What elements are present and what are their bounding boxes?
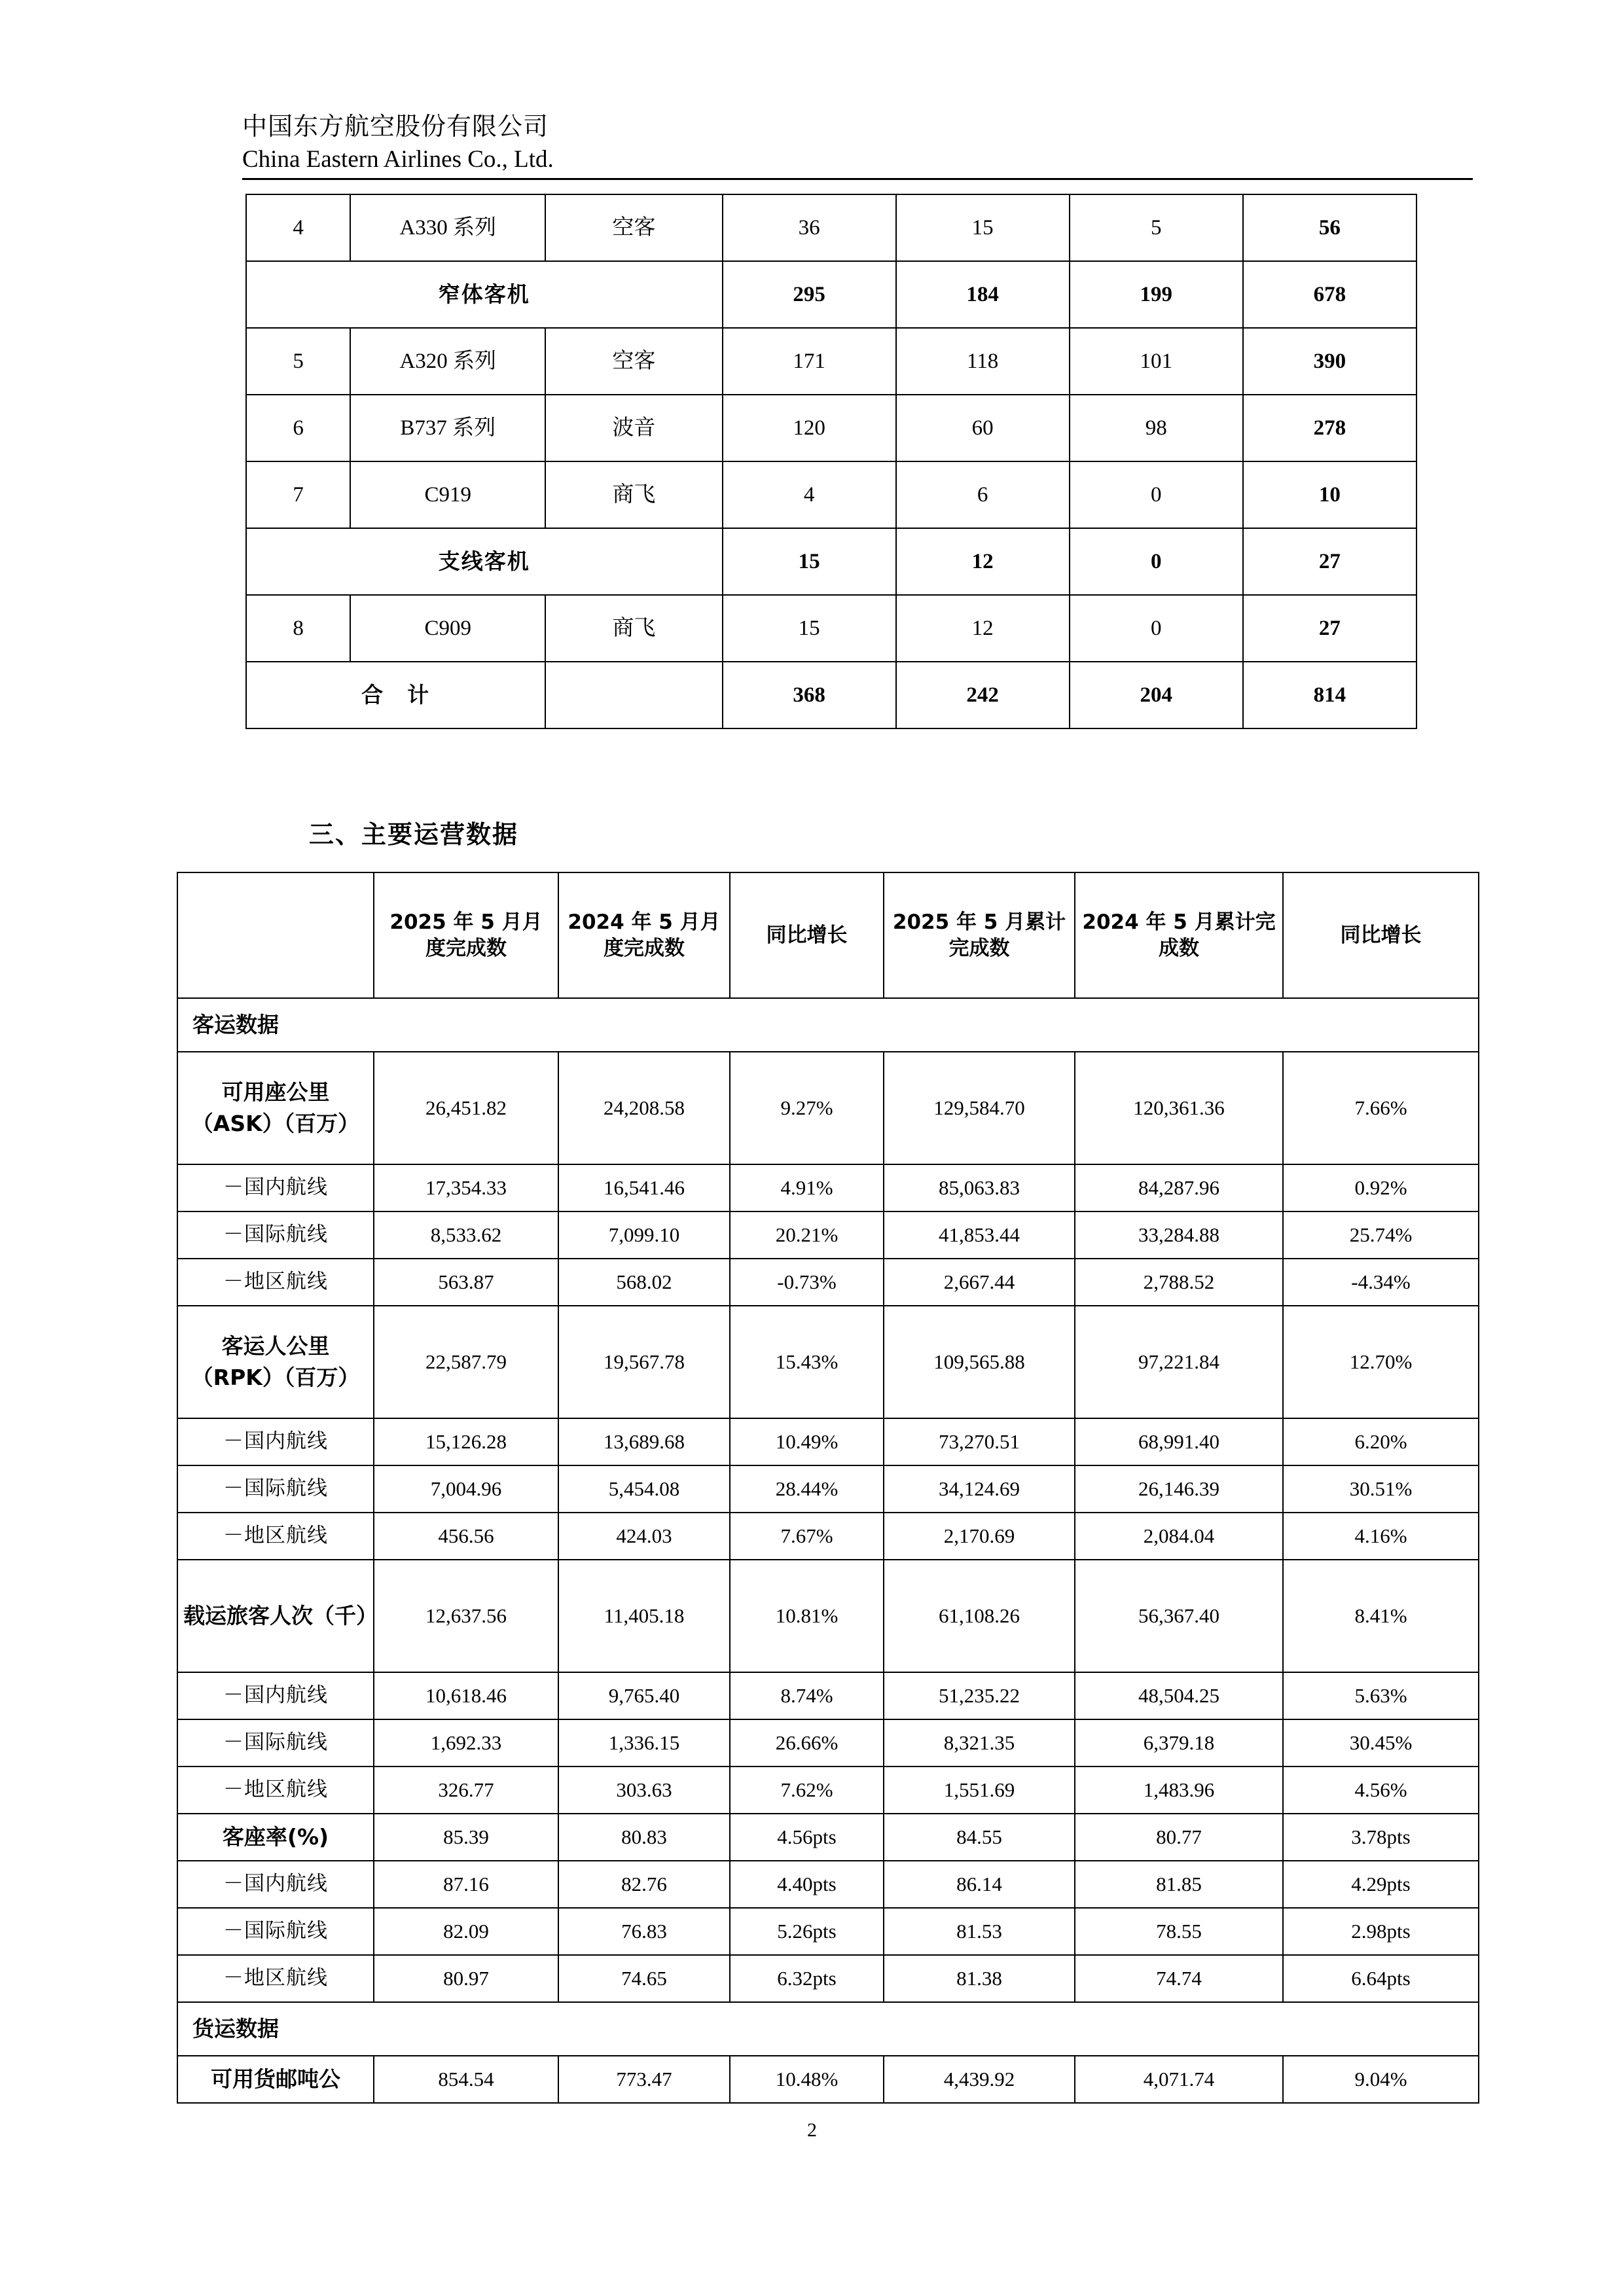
fleet-cell-total: 814 (1243, 662, 1416, 728)
table-row (246, 461, 1416, 528)
ops-column-header: 2024 年 5 月月度完成数 (558, 872, 730, 998)
ops-row-label: －地区航线 (177, 1767, 374, 1814)
table-row (177, 2056, 1479, 2103)
ops-cell-value: 8.74% (730, 1672, 884, 1719)
fleet-cell-col2: 12 (896, 595, 1070, 662)
fleet-cell-total: 390 (1243, 328, 1416, 395)
ops-cell-value: 7.66% (1283, 1052, 1479, 1164)
ops-column-header: 2024 年 5 月累计完成数 (1075, 872, 1283, 998)
ops-row-label: －国内航线 (177, 1164, 374, 1211)
fleet-cell-col1: 15 (723, 595, 896, 662)
ops-cell-value: 2.98pts (1283, 1908, 1479, 1955)
section-heading-operating-data: 三、主要运营数据 (309, 820, 519, 849)
ops-column-header: 同比增长 (730, 872, 884, 998)
ops-cell-value: 9.27% (730, 1052, 884, 1164)
ops-cell-value: 26,451.82 (374, 1052, 558, 1164)
table-row (246, 395, 1416, 461)
ops-cell-value: 20.21% (730, 1211, 884, 1259)
fleet-cell-col1: 120 (723, 395, 896, 461)
ops-cell-value: 10.48% (730, 2056, 884, 2103)
operating-data-table (177, 872, 1479, 2104)
fleet-cell-col3: 204 (1070, 662, 1243, 728)
ops-section-title: 客运数据 (177, 998, 1479, 1052)
ops-cell-value: 8.41% (1283, 1560, 1479, 1672)
fleet-row-number: 6 (246, 395, 350, 461)
fleet-cell-col3: 98 (1070, 395, 1243, 461)
table-row (177, 1560, 1479, 1672)
table-row (177, 1719, 1479, 1767)
fleet-cell-col1: 171 (723, 328, 896, 395)
ops-cell-value: 2,084.04 (1075, 1513, 1283, 1560)
ops-cell-value: 25.74% (1283, 1211, 1479, 1259)
fleet-cell-col1: 368 (723, 662, 896, 728)
ops-cell-value: 15,126.28 (374, 1418, 558, 1465)
fleet-row-model: A320 系列 (350, 328, 545, 395)
fleet-row-model: C909 (350, 595, 545, 662)
ops-cell-value: 13,689.68 (558, 1418, 730, 1465)
ops-cell-value: 2,788.52 (1075, 1259, 1283, 1306)
ops-cell-value: 84.55 (884, 1814, 1075, 1861)
ops-cell-value: 19,567.78 (558, 1306, 730, 1418)
fleet-cell-col2: 6 (896, 461, 1070, 528)
ops-cell-value: 10.49% (730, 1418, 884, 1465)
fleet-cell-total: 27 (1243, 528, 1416, 595)
ops-cell-value: 81.38 (884, 1955, 1075, 2002)
table-row (177, 1052, 1479, 1164)
table-row (246, 194, 1416, 261)
ops-row-label: 客运人公里（RPK）（百万） (177, 1306, 374, 1418)
ops-cell-value: 773.47 (558, 2056, 730, 2103)
ops-cell-value: 7,099.10 (558, 1211, 730, 1259)
fleet-row-number: 7 (246, 461, 350, 528)
ops-row-label: －国际航线 (177, 1211, 374, 1259)
ops-cell-value: 16,541.46 (558, 1164, 730, 1211)
ops-cell-value: 6,379.18 (1075, 1719, 1283, 1767)
ops-cell-value: 1,336.15 (558, 1719, 730, 1767)
ops-cell-value: 26.66% (730, 1719, 884, 1767)
ops-cell-value: 34,124.69 (884, 1465, 1075, 1513)
ops-cell-value: 80.83 (558, 1814, 730, 1861)
fleet-cell-col2: 15 (896, 194, 1070, 261)
ops-cell-value: 3.78pts (1283, 1814, 1479, 1861)
ops-cell-value: 81.53 (884, 1908, 1075, 1955)
fleet-cell-col2: 12 (896, 528, 1070, 595)
ops-cell-value: 48,504.25 (1075, 1672, 1283, 1719)
ops-cell-value: -0.73% (730, 1259, 884, 1306)
ops-section-title: 货运数据 (177, 2002, 1479, 2056)
table-row (246, 595, 1416, 662)
fleet-cell-total: 27 (1243, 595, 1416, 662)
table-row (246, 261, 1416, 328)
ops-cell-value: 61,108.26 (884, 1560, 1075, 1672)
table-row (177, 1306, 1479, 1418)
ops-cell-value: 5.26pts (730, 1908, 884, 1955)
ops-row-label: －地区航线 (177, 1955, 374, 2002)
fleet-cell-total: 678 (1243, 261, 1416, 328)
ops-cell-value: 424.03 (558, 1513, 730, 1560)
table-row (177, 1767, 1479, 1814)
operating-data-table-body (177, 998, 1479, 2103)
ops-cell-value: 33,284.88 (1075, 1211, 1283, 1259)
fleet-table (245, 194, 1417, 729)
fleet-cell-col2: 60 (896, 395, 1070, 461)
ops-cell-value: 82.76 (558, 1861, 730, 1908)
ops-row-label: －地区航线 (177, 1259, 374, 1306)
ops-section-row (177, 998, 1479, 1052)
ops-cell-value: 4.40pts (730, 1861, 884, 1908)
table-row (177, 1259, 1479, 1306)
ops-row-label: －国内航线 (177, 1861, 374, 1908)
fleet-row-manufacturer: 空客 (545, 194, 722, 261)
ops-column-header: 2025 年 5 月月度完成数 (374, 872, 558, 998)
table-row (177, 1465, 1479, 1513)
ops-cell-value: 85.39 (374, 1814, 558, 1861)
fleet-row-model: B737 系列 (350, 395, 545, 461)
ops-cell-value: 11,405.18 (558, 1560, 730, 1672)
fleet-cell-col3: 5 (1070, 194, 1243, 261)
letterhead (242, 111, 1473, 180)
fleet-cell-col3: 199 (1070, 261, 1243, 328)
ops-cell-value: 568.02 (558, 1259, 730, 1306)
ops-cell-value: 1,483.96 (1075, 1767, 1283, 1814)
ops-cell-value: 12,637.56 (374, 1560, 558, 1672)
ops-cell-value: 10,618.46 (374, 1672, 558, 1719)
ops-cell-value: 8,533.62 (374, 1211, 558, 1259)
ops-cell-value: 78.55 (1075, 1908, 1283, 1955)
fleet-row-model: A330 系列 (350, 194, 545, 261)
ops-column-header: 2025 年 5 月累计完成数 (884, 872, 1075, 998)
ops-cell-value: 68,991.40 (1075, 1418, 1283, 1465)
fleet-cell-col3: 101 (1070, 328, 1243, 395)
fleet-cell-total: 278 (1243, 395, 1416, 461)
fleet-group-label: 支线客机 (246, 528, 723, 595)
fleet-total-label: 合 计 (246, 662, 545, 728)
ops-cell-value: 22,587.79 (374, 1306, 558, 1418)
ops-header-corner (177, 872, 374, 998)
ops-cell-value: 74.74 (1075, 1955, 1283, 2002)
table-row (177, 1211, 1479, 1259)
fleet-row-number: 5 (246, 328, 350, 395)
fleet-group-label: 窄体客机 (246, 261, 723, 328)
ops-cell-value: 10.81% (730, 1560, 884, 1672)
table-row (177, 1513, 1479, 1560)
ops-cell-value: 109,565.88 (884, 1306, 1075, 1418)
page-number: 2 (807, 2119, 817, 2141)
ops-cell-value: 85,063.83 (884, 1164, 1075, 1211)
table-row (177, 1908, 1479, 1955)
ops-cell-value: 17,354.33 (374, 1164, 558, 1211)
header-rule (242, 178, 1473, 180)
fleet-row-manufacturer: 商飞 (545, 461, 722, 528)
ops-row-label: －国际航线 (177, 1465, 374, 1513)
table-row (177, 1814, 1479, 1861)
fleet-cell-col1: 36 (723, 194, 896, 261)
fleet-cell-total: 56 (1243, 194, 1416, 261)
ops-cell-value: 9,765.40 (558, 1672, 730, 1719)
ops-cell-value: 5.63% (1283, 1672, 1479, 1719)
table-row (177, 1861, 1479, 1908)
fleet-cell-col2: 184 (896, 261, 1070, 328)
ops-cell-value: 4.56pts (730, 1814, 884, 1861)
table-header-row (177, 872, 1479, 998)
ops-cell-value: 4.91% (730, 1164, 884, 1211)
fleet-cell-col1: 15 (723, 528, 896, 595)
ops-cell-value: 80.97 (374, 1955, 558, 2002)
ops-cell-value: 2,667.44 (884, 1259, 1075, 1306)
fleet-row-number: 4 (246, 194, 350, 261)
ops-cell-value: 456.56 (374, 1513, 558, 1560)
ops-cell-value: 4.29pts (1283, 1861, 1479, 1908)
ops-cell-value: 9.04% (1283, 2056, 1479, 2103)
ops-cell-value: 2,170.69 (884, 1513, 1075, 1560)
ops-cell-value: 326.77 (374, 1767, 558, 1814)
fleet-table-body (246, 194, 1416, 728)
ops-cell-value: 51,235.22 (884, 1672, 1075, 1719)
ops-row-label: －国内航线 (177, 1672, 374, 1719)
ops-row-label: －国际航线 (177, 1908, 374, 1955)
ops-cell-value: 129,584.70 (884, 1052, 1075, 1164)
ops-cell-value: 15.43% (730, 1306, 884, 1418)
fleet-total-blank (545, 662, 722, 728)
operating-data-table-head (177, 872, 1479, 998)
ops-cell-value: 8,321.35 (884, 1719, 1075, 1767)
ops-cell-value: 854.54 (374, 2056, 558, 2103)
ops-cell-value: 56,367.40 (1075, 1560, 1283, 1672)
ops-cell-value: 28.44% (730, 1465, 884, 1513)
company-name-chinese: 中国东方航空股份有限公司 (242, 112, 549, 141)
ops-row-label: －国际航线 (177, 1719, 374, 1767)
fleet-cell-col1: 4 (723, 461, 896, 528)
ops-cell-value: -4.34% (1283, 1259, 1479, 1306)
ops-cell-value: 5,454.08 (558, 1465, 730, 1513)
fleet-cell-col2: 242 (896, 662, 1070, 728)
ops-cell-value: 120,361.36 (1075, 1052, 1283, 1164)
table-row (246, 328, 1416, 395)
ops-cell-value: 81.85 (1075, 1861, 1283, 1908)
ops-cell-value: 1,692.33 (374, 1719, 558, 1767)
ops-cell-value: 4,439.92 (884, 2056, 1075, 2103)
ops-cell-value: 4.16% (1283, 1513, 1479, 1560)
fleet-row-manufacturer: 商飞 (545, 595, 722, 662)
ops-cell-value: 26,146.39 (1075, 1465, 1283, 1513)
fleet-cell-total: 10 (1243, 461, 1416, 528)
fleet-row-manufacturer: 波音 (545, 395, 722, 461)
company-name-english: China Eastern Airlines Co., Ltd. (242, 145, 554, 173)
ops-cell-value: 24,208.58 (558, 1052, 730, 1164)
ops-row-label: －地区航线 (177, 1513, 374, 1560)
ops-cell-value: 74.65 (558, 1955, 730, 2002)
fleet-row-number: 8 (246, 595, 350, 662)
ops-cell-value: 7,004.96 (374, 1465, 558, 1513)
ops-cell-value: 1,551.69 (884, 1767, 1075, 1814)
fleet-cell-col3: 0 (1070, 528, 1243, 595)
ops-cell-value: 7.67% (730, 1513, 884, 1560)
ops-section-row (177, 2002, 1479, 2056)
ops-row-label: 载运旅客人次（千） (177, 1560, 374, 1672)
ops-cell-value: 97,221.84 (1075, 1306, 1283, 1418)
ops-cell-value: 86.14 (884, 1861, 1075, 1908)
ops-cell-value: 563.87 (374, 1259, 558, 1306)
ops-column-header: 同比增长 (1283, 872, 1479, 998)
ops-cell-value: 0.92% (1283, 1164, 1479, 1211)
fleet-row-manufacturer: 空客 (545, 328, 722, 395)
ops-cell-value: 30.45% (1283, 1719, 1479, 1767)
ops-cell-value: 6.20% (1283, 1418, 1479, 1465)
ops-cell-value: 84,287.96 (1075, 1164, 1283, 1211)
table-row (177, 1418, 1479, 1465)
ops-row-label: 客座率(%) (177, 1814, 374, 1861)
ops-row-label: 可用座公里（ASK）（百万） (177, 1052, 374, 1164)
ops-cell-value: 87.16 (374, 1861, 558, 1908)
fleet-cell-col3: 0 (1070, 595, 1243, 662)
ops-cell-value: 30.51% (1283, 1465, 1479, 1513)
table-row (177, 1955, 1479, 2002)
ops-cell-value: 82.09 (374, 1908, 558, 1955)
fleet-cell-col3: 0 (1070, 461, 1243, 528)
ops-cell-value: 6.32pts (730, 1955, 884, 2002)
table-row (246, 528, 1416, 595)
ops-cell-value: 76.83 (558, 1908, 730, 1955)
fleet-row-model: C919 (350, 461, 545, 528)
ops-cell-value: 7.62% (730, 1767, 884, 1814)
ops-row-label: －国内航线 (177, 1418, 374, 1465)
ops-cell-value: 4,071.74 (1075, 2056, 1283, 2103)
table-row (177, 1672, 1479, 1719)
fleet-cell-col1: 295 (723, 261, 896, 328)
fleet-cell-col2: 118 (896, 328, 1070, 395)
ops-cell-value: 6.64pts (1283, 1955, 1479, 2002)
ops-cell-value: 73,270.51 (884, 1418, 1075, 1465)
ops-row-label: 可用货邮吨公 (177, 2056, 374, 2103)
ops-cell-value: 12.70% (1283, 1306, 1479, 1418)
ops-cell-value: 41,853.44 (884, 1211, 1075, 1259)
table-row (246, 662, 1416, 728)
ops-cell-value: 80.77 (1075, 1814, 1283, 1861)
ops-cell-value: 4.56% (1283, 1767, 1479, 1814)
table-row (177, 1164, 1479, 1211)
ops-cell-value: 303.63 (558, 1767, 730, 1814)
